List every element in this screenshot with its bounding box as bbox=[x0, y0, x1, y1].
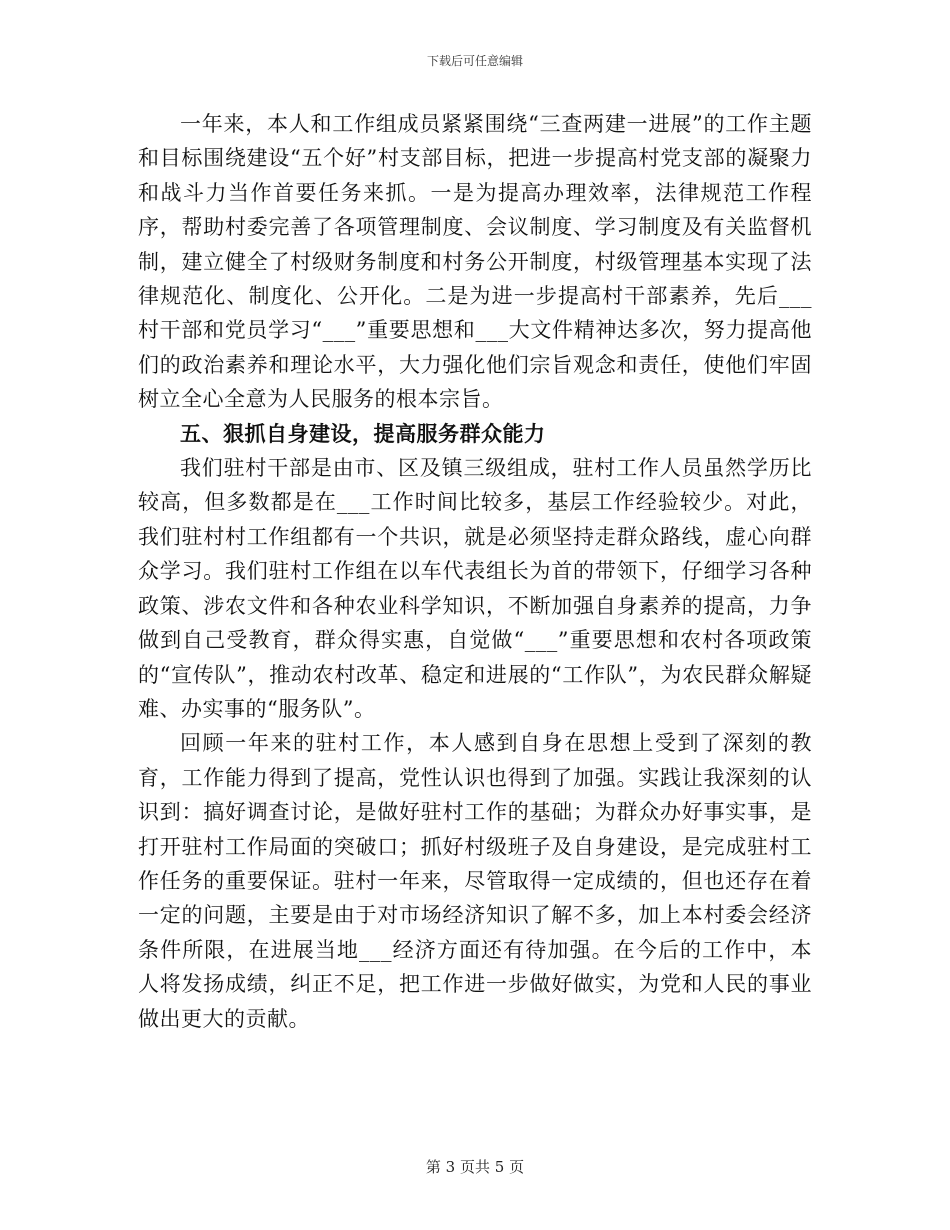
paragraph-review: 回顾一年来的驻村工作，本人感到自身在思想上受到了深刻的教育，工作能力得到了提高，党性认识也得到了加强。实践让我深刻的认识到：搞好调查讨论，是做好驻村工作的基础；为群众办好事实事，是打开驻村工作局面的突破口；抓好村级班子及自身建设，是完成驻村工作任务的重要保证。驻村一年来，尽管取得一定成绩的，但也还存在着一定的问题，主要是由于对市场经济知识了解不多，加上本村委会经济条件所限，在进展当地___经济方面还有待加强。在今后的工作中，本人将发扬成绩，纠正不足，把工作进一步做好做实，为党和人民的事业做出更大的贡献。 bbox=[138, 731, 812, 1031]
page-header: 下载后可任意编辑 bbox=[426, 54, 523, 68]
document-body bbox=[138, 107, 812, 1036]
page-number: 第 3 页共 5 页 bbox=[425, 1158, 525, 1176]
paragraph-party-branch: 一年来，本人和工作组成员紧紧围绕“三查两建一进展”的工作主题和目标围绕建设“五个好”村支部目标，把进一步提高村党支部的凝聚力和战斗力当作首要任务来抓。一是为提高办理效率，法律规范工作程序，帮助村委完善了各项管理制度、会议制度、学习制度及有关监督机制，建立健全了村级财务制度和村务公开制度，村级管理基本实现了法律规范化、制度化、公开化。二是为进一步提高村干部素养，先后___村干部和党员学习“___”重要思想和___大文件精神达多次，努力提高他们的政治素养和理论水平，大力强化他们宗旨观念和责任，使他们牢固树立全心全意为人民服务的根本宗旨。 bbox=[138, 112, 812, 412]
section-heading-five: 五、狠抓自身建设，提高服务群众能力 bbox=[180, 421, 546, 446]
paragraph-self-building: 我们驻村干部是由市、区及镇三级组成，驻村工作人员虽然学历比较高，但多数都是在___工作时间比较多，基层工作经验较少。对此，我们驻村村工作组都有一个共识，就是必须坚持走群众路线，虚心向群众学习。我们驻村工作组在以车代表组长为首的带领下，仔细学习各种政策、涉农文件和各种农业科学知识，不断加强自身素养的提高，力争做到自己受教育，群众得实惠，自觉做“___”重要思想和农村各项政策的“宣传队”，推动农村改革、稳定和进展的“工作队”，为农民群众解疑难、办实事的“服务队”。 bbox=[138, 456, 812, 721]
